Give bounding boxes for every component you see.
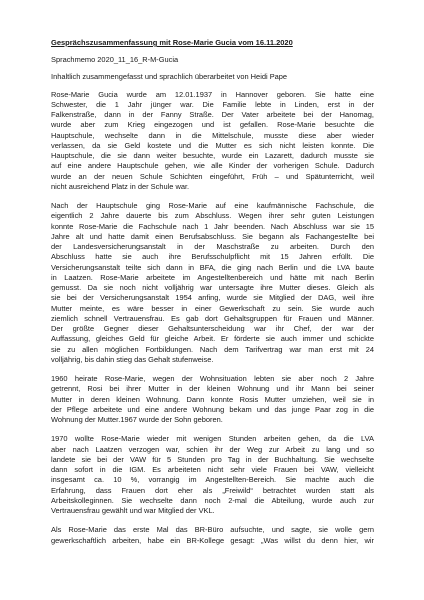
text-line: Erfahrung, dass Frauen dort eher als „Freiwild“ betrachtet wurden statt als [51, 485, 374, 495]
text-line: aber nach Laatzen verzogen war, schien ihr der Weg zur Arbeit zu lang und so [51, 444, 374, 454]
text-line: 1970 wollte Rose-Marie wieder mit wenigen Stunden arbeiten gehen, da die LVA [51, 434, 374, 444]
text-line: wurde aber zum Krieg eingezogen und ist gefallen. Rose-Marie besuchte die [51, 120, 374, 130]
text-line: gemusst. Da sie noch nicht volljährig war untersagte ihre Mutter dieses. Gleich als [51, 283, 374, 292]
text-line: gewerkschaftlich arbeiten, habe ein BR-Kollege gesagt: „Was willst du denn hier, wir [51, 535, 374, 545]
text-line: getrennt, Rosi bei ihrer Mutter in der kleinen Wohnung und ihr Mann bei seiner [51, 384, 374, 394]
text-line: dann sofort in die IGM. Es arbeiteten nicht sehr viele Frauen bei VAW, vielleicht [51, 465, 374, 474]
text-line: wurde an der neuen Schule Schichten eingeführt, Früh – und Spätunterricht, weil [51, 171, 374, 181]
text-line: sie zu allen möglichen Fortbildungen. Nach dem Tarifvertrag war man erst mit 24 [51, 344, 374, 354]
editor-note: Inhaltlich zusammengefasst und sprachlich überarbeitet von Heidi Pape [51, 72, 288, 82]
text-line: Mutter meinte, es wäre besser in einer Gewerkschaft zu sein. Sie wurde auch [51, 303, 374, 313]
text-line: volljährig, bis dahin stieg das Gehalt stufenweise. [51, 354, 214, 364]
text-line: Falkenstraße, dann in der Fanny Straße. Der Vater arbeitete bei der Hanomag, [51, 110, 374, 119]
text-line: Mutter in deren kleinen Wohnung. Dann konnte Rosis Mutter umziehen, weil sie in [51, 394, 374, 404]
text-line: 1960 heirate Rose-Marie, wegen der Wohnsituation lebten sie aber noch 2 Jahre [51, 374, 374, 383]
text-line: konnte Rose-Marie die Fachschule nach 1 Jahr beenden. Nach Abschluss war sie 15 [51, 221, 374, 231]
text-line: Hauptschule, die sie dann weiter besuchte, wurde ein Lazarett, dadurch musste sie [51, 151, 374, 160]
text-line: Auffassung, gleiches Geld für gleiche Arbeit. Er förderte sie auch immer und schickte [51, 334, 374, 344]
text-line: Nach der Hauptschule ging Rose-Marie auf eine kaufmännische Fachschule, die [51, 201, 374, 210]
text-line: Hauptschule, wechselte dann in die Mittelschule, musste diese aber wieder [51, 130, 374, 140]
text-line: Jahre alt und hatte damit einen Berufsabschluss. Sie begann als Fachangestellte bei [51, 231, 374, 241]
text-line: der Pflege arbeitete und eine andere Wohnung bekam und das junge Paar zog in die [51, 404, 374, 414]
text-line: Als Rose-Marie das erste Mal das BR-Büro aufsuchte, und sagte, sie wolle gern [51, 525, 374, 535]
paragraph [51, 374, 374, 425]
body-text [51, 90, 374, 546]
text-line: Der größte Gegner dieser Gehaltsunterscheidung war ihr Chef, der war der [51, 324, 374, 333]
text-line: der Landesversicherungsanstalt in der Maschstraße zu arbeiten. Durch den [51, 242, 374, 251]
text-line: sie bei der Versicherungsanstalt 1954 anfing, wurde sie Mitglied der DAG, weil ihre [51, 293, 374, 303]
document-page [51, 38, 374, 555]
paragraph [51, 90, 374, 193]
text-line: auf eine andere Hauptschule gehen, wie alle Kinder der vorherigen Schule. Dadurch [51, 161, 374, 171]
text-line: eigentlich 2 Jahre dauerte bis zum Abschluss. Wegen ihrer sehr guten Leistungen [51, 211, 374, 221]
document-title: Gesprächszusammenfassung mit Rose-Marie Gucia vom 16.11.2020 [51, 38, 293, 47]
text-line: Abschluss hatte sie auch ihre Berufsschulpflicht mit 15 Jahren erfüllt. Die [51, 252, 374, 262]
text-line: ziemlich schnell Vertrauensfrau. Es gab dort Gehaltsgruppen für Frauen und Männer. [51, 313, 374, 323]
memo-reference: Sprachmemo 2020_11_16_R-M-Gucia [51, 55, 179, 64]
paragraph [51, 201, 374, 365]
paragraph [51, 525, 374, 546]
text-line: verlassen, da sie Geld kostete und die Mutter es sich nicht leisten konnte. Die [51, 140, 374, 150]
text-line: Rose-Marie Gucia wurde am 12.01.1937 in Hannover geboren. Sie hatte eine [51, 89, 374, 99]
text-line: Schwester, die 1 Jahr jünger war. Die Familie lebte in Linden, erst in der [51, 99, 374, 109]
text-line: landete sie bei der VAW für 5 Stunden pro Tag in der Buchhaltung. Sie wechselte [51, 454, 374, 464]
text-line: insgesamt ca. 10 %, vorrangig im Angestellten-Bereich. Sie machte auch die [51, 475, 374, 485]
text-line: Wohnung der Mutter.1967 wurde der Sohn geboren. [51, 415, 223, 424]
text-line: in Laatzen. Rose-Marie arbeitete im Angestelltenbereich und hätte mit nach Berlin [51, 272, 374, 282]
text-line: Versicherungsanstalt teilte sich dann in BFA, die ging nach Berlin und die LVA baute [51, 262, 374, 272]
text-line: nicht ausreichend Platz in der Schule war. [51, 181, 190, 191]
text-line: Arbeitskolleginnen. Sie wechselte dann noch 2-mal die Abteilung, wurde auch zur [51, 495, 374, 505]
text-line: Vertrauensfrau gewählt und war Mitglied der VKL. [51, 506, 215, 515]
paragraph [51, 434, 374, 516]
